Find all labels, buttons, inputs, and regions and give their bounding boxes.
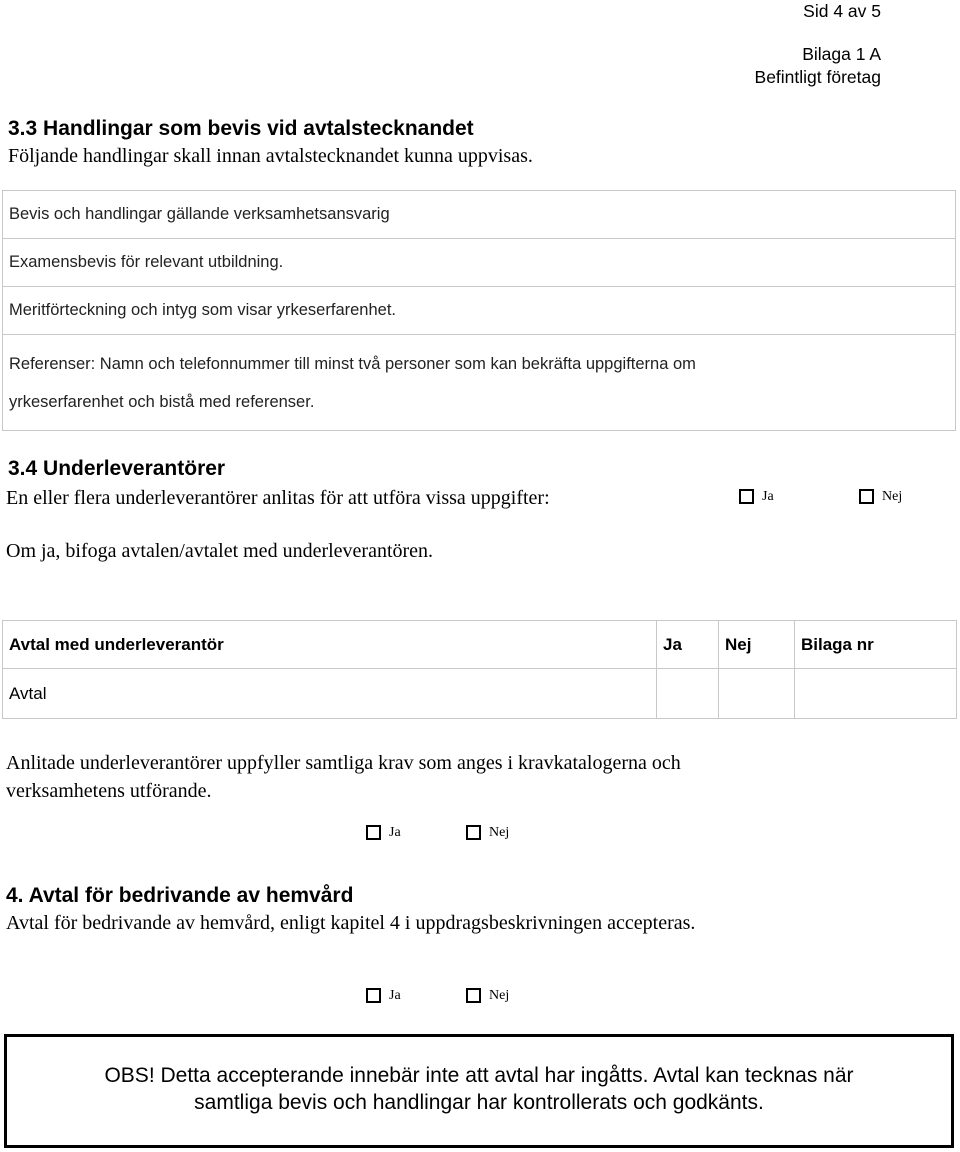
nej-label: Nej [489, 988, 510, 1003]
table-row [3, 335, 956, 431]
bilaga-nr-cell[interactable] [795, 669, 957, 719]
requirement-text [6, 749, 681, 805]
section-3-3-heading: 3.3 Handlingar som bevis vid avtalstecknandet [8, 117, 474, 140]
nej-checkbox[interactable] [466, 988, 481, 1003]
references-line-1: Referenser: Namn och telefonnummer till minst två personer som kan bekräfta uppgifterna om [9, 354, 696, 373]
ja-cell[interactable] [657, 669, 719, 719]
evidence-table [2, 190, 956, 431]
section-3-3-intro: Följande handlingar skall innan avtalstecknandet kunna uppvisas. [8, 145, 533, 167]
company-type-label: Befintligt företag [754, 67, 881, 87]
nej-checkbox[interactable] [466, 825, 481, 840]
table-header-cell: Avtal med underleverantör [3, 621, 657, 669]
section-4-heading: 4. Avtal för bedrivande av hemvård [6, 884, 354, 907]
table-header-cell: Ja [657, 621, 719, 669]
table-row [3, 191, 956, 239]
ja-checkbox[interactable] [739, 489, 754, 504]
table-header-cell: Bilaga nr [795, 621, 957, 669]
table-header-row [3, 621, 957, 669]
table-cell [3, 335, 956, 431]
ja-checkbox[interactable] [366, 988, 381, 1003]
table-cell: Bevis och handlingar gällande verksamhetsansvarig [3, 191, 956, 239]
obs-line-1: OBS! Detta accepterande innebär inte att avtal har ingåtts. Avtal kan tecknas när [104, 1064, 854, 1087]
nej-label: Nej [882, 489, 903, 504]
table-row [3, 669, 957, 719]
table-row [3, 239, 956, 287]
nej-checkbox[interactable] [859, 489, 874, 504]
references-line-2: yrkeserfarenhet och bistå med referenser. [9, 392, 315, 411]
nej-label: Nej [489, 825, 510, 840]
table-row [3, 287, 956, 335]
subcontractor-table [2, 620, 957, 719]
ja-label: Ja [389, 825, 401, 840]
ja-checkbox[interactable] [366, 825, 381, 840]
page-number: Sid 4 av 5 [803, 1, 881, 21]
attachment-label: Bilaga 1 A [802, 44, 881, 64]
requirement-line-2: verksamhetens utförande. [6, 780, 212, 802]
ja-label: Ja [762, 489, 774, 504]
table-header-cell: Nej [719, 621, 795, 669]
section-4-text: Avtal för bedrivande av hemvård, enligt kapitel 4 i uppdragsbeskrivningen accepteras. [6, 912, 696, 934]
section-3-4-heading: 3.4 Underleverantörer [8, 457, 226, 480]
ja-label: Ja [389, 988, 401, 1003]
subcontractor-question: En eller flera underleverantörer anlitas för att utföra vissa uppgifter: [6, 487, 550, 509]
obs-notice [4, 1034, 954, 1148]
obs-line-2: samtliga bevis och handlingar har kontrollerats och godkänts. [194, 1091, 764, 1114]
nej-cell[interactable] [719, 669, 795, 719]
requirement-line-1: Anlitade underleverantörer uppfyller samtliga krav som anges i kravkatalogerna och [6, 752, 681, 774]
table-cell: Examensbevis för relevant utbildning. [3, 239, 956, 287]
table-cell: Avtal [3, 669, 657, 719]
table-cell: Meritförteckning och intyg som visar yrkeserfarenhet. [3, 287, 956, 335]
attach-note: Om ja, bifoga avtalen/avtalet med underleverantören. [6, 540, 434, 562]
